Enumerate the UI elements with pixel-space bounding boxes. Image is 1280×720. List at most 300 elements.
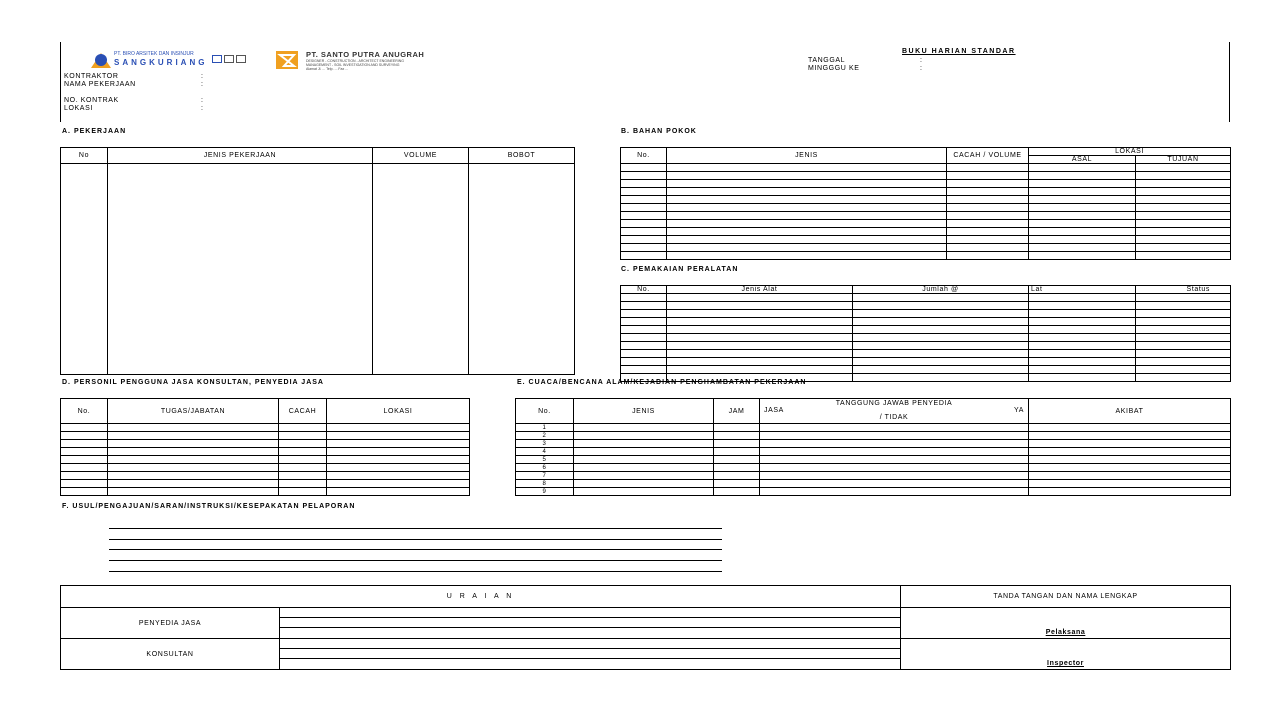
cell[interactable]: [61, 424, 108, 432]
cell[interactable]: [621, 196, 667, 204]
cell[interactable]: [1029, 334, 1136, 342]
col-jumlah: Jumlah @: [853, 286, 1029, 294]
row-number: 5: [516, 456, 574, 464]
cell[interactable]: [1029, 196, 1136, 204]
cell[interactable]: [1136, 366, 1231, 374]
cell[interactable]: [61, 472, 108, 480]
table-row: [61, 480, 470, 488]
cell[interactable]: [1029, 366, 1136, 374]
cell[interactable]: [327, 480, 470, 488]
uraian-line[interactable]: [280, 628, 901, 639]
table-row: [516, 464, 1231, 472]
col-jam: JAM: [714, 399, 760, 424]
cell[interactable]: [61, 440, 108, 448]
field-sep: :: [201, 81, 204, 88]
col-jenis-alat: Jenis Alat: [667, 286, 853, 294]
cell[interactable]: [667, 204, 947, 212]
cell[interactable]: [621, 326, 667, 334]
cell[interactable]: [1136, 196, 1231, 204]
konsultan-label: KONSULTAN: [61, 639, 280, 670]
cell[interactable]: [621, 318, 667, 326]
row-number: 1: [516, 424, 574, 432]
cell[interactable]: [760, 488, 1029, 496]
cell[interactable]: [1136, 374, 1231, 382]
cell[interactable]: [1136, 180, 1231, 188]
table-row: [621, 310, 1231, 318]
cell[interactable]: [327, 424, 470, 432]
cell[interactable]: [667, 236, 947, 244]
page-title: BUKU HARIAN STANDAR: [902, 48, 1016, 55]
col-lat: Lat: [1029, 286, 1136, 294]
col-tugas-jabatan: TUGAS/JABATAN: [108, 399, 279, 424]
field-tanggal-label: TANGGAL: [808, 57, 846, 64]
logo2-line4: Alamat Jl. ... Telp. ... Fax ...: [306, 67, 349, 71]
table-row: [621, 188, 1231, 196]
cell[interactable]: [1029, 350, 1136, 358]
uraian-line[interactable]: [280, 659, 901, 670]
cell[interactable]: [853, 366, 1029, 374]
table-row: [61, 456, 470, 464]
table-row: [621, 342, 1231, 350]
cell[interactable]: [621, 172, 667, 180]
cell[interactable]: [574, 424, 714, 432]
table-row: [621, 172, 1231, 180]
table-row: [621, 236, 1231, 244]
cell[interactable]: [1029, 342, 1136, 350]
cell[interactable]: [1029, 358, 1136, 366]
cell[interactable]: [574, 456, 714, 464]
field-sep: :: [201, 97, 204, 104]
cell[interactable]: [621, 294, 667, 302]
cell[interactable]: [853, 294, 1029, 302]
logo2-line3: MANAGEMENT - SOIL INVESTIGATION AND SURVEYING: [306, 63, 400, 67]
cell[interactable]: [1136, 350, 1231, 358]
cell[interactable]: [621, 164, 667, 172]
cell[interactable]: [1029, 252, 1136, 260]
cell[interactable]: [1029, 204, 1136, 212]
cell[interactable]: [714, 464, 760, 472]
cell[interactable]: [1029, 188, 1136, 196]
cell[interactable]: [760, 456, 1029, 464]
cell[interactable]: [1029, 448, 1231, 456]
cell[interactable]: [574, 464, 714, 472]
cell[interactable]: [714, 440, 760, 448]
cell[interactable]: [621, 212, 667, 220]
cell[interactable]: [947, 204, 1029, 212]
uraian-line[interactable]: [280, 639, 901, 649]
cell[interactable]: [947, 180, 1029, 188]
cell[interactable]: [853, 358, 1029, 366]
cell[interactable]: [1029, 302, 1136, 310]
field-kontraktor-label: KONTRAKTOR: [64, 73, 119, 80]
cell[interactable]: [108, 164, 373, 375]
cell[interactable]: [279, 488, 327, 496]
cell[interactable]: [574, 480, 714, 488]
cell[interactable]: [714, 424, 760, 432]
cell[interactable]: [1029, 164, 1136, 172]
table-row: [621, 294, 1231, 302]
cell[interactable]: [714, 472, 760, 480]
col-no: No.: [61, 399, 108, 424]
iso-badge-icon: [212, 55, 222, 63]
cell[interactable]: [947, 244, 1029, 252]
table-row: [61, 488, 470, 496]
section-c-title: C. PEMAKAIAN PERALATAN: [621, 266, 739, 273]
cell[interactable]: [760, 440, 1029, 448]
header-right-border: [1229, 42, 1230, 122]
cell[interactable]: [667, 342, 853, 350]
cell[interactable]: [108, 424, 279, 432]
table-row: [621, 358, 1231, 366]
table-row: [516, 448, 1231, 456]
cell[interactable]: [947, 252, 1029, 260]
table-cuaca: [515, 398, 1231, 496]
cell[interactable]: [853, 302, 1029, 310]
cell[interactable]: [853, 318, 1029, 326]
cell[interactable]: [621, 252, 667, 260]
col-cacah: CACAH: [279, 399, 327, 424]
cell[interactable]: [621, 188, 667, 196]
section-e-title: E. CUACA/BENCANA ALAM/KEJADIAN PENGHAMBATAN PEKERJAAN: [517, 379, 807, 386]
cell[interactable]: [327, 488, 470, 496]
cell[interactable]: [947, 236, 1029, 244]
cell[interactable]: [947, 196, 1029, 204]
cell[interactable]: [108, 456, 279, 464]
table-personil: [60, 398, 470, 496]
check-badge-icon: [236, 55, 246, 63]
table-row: [621, 350, 1231, 358]
cell[interactable]: [947, 172, 1029, 180]
table-row: [621, 366, 1231, 374]
cell[interactable]: [1136, 302, 1231, 310]
uraian-line[interactable]: [280, 618, 901, 628]
cell[interactable]: [1029, 456, 1231, 464]
cell[interactable]: [853, 310, 1029, 318]
cell[interactable]: [61, 488, 108, 496]
cell[interactable]: [947, 164, 1029, 172]
cell[interactable]: [621, 366, 667, 374]
cell[interactable]: [667, 310, 853, 318]
cell[interactable]: [279, 464, 327, 472]
cell[interactable]: [1029, 326, 1136, 334]
cell[interactable]: [1029, 228, 1136, 236]
col-uraian: U R A I A N: [61, 586, 901, 608]
cell[interactable]: [1029, 432, 1231, 440]
cell[interactable]: [327, 432, 470, 440]
cell[interactable]: [667, 180, 947, 188]
row-number: 8: [516, 480, 574, 488]
cell[interactable]: [667, 318, 853, 326]
col-jenis-pekerjaan: JENIS PEKERJAAN: [108, 148, 373, 164]
section-f-title: F. USUL/PENGAJUAN/SARAN/INSTRUKSI/KESEPAKATAN PELAPORAN: [62, 503, 356, 510]
table-row: [621, 334, 1231, 342]
cell[interactable]: [667, 244, 947, 252]
cell[interactable]: [714, 448, 760, 456]
cell[interactable]: [947, 220, 1029, 228]
col-jenis: JENIS: [667, 148, 947, 164]
cell[interactable]: [621, 350, 667, 358]
cell[interactable]: [1136, 342, 1231, 350]
col-lokasi: LOKASI: [1029, 148, 1231, 156]
writing-line[interactable]: [109, 560, 722, 561]
cell[interactable]: [574, 440, 714, 448]
cell[interactable]: [667, 326, 853, 334]
cell[interactable]: [667, 334, 853, 342]
cell[interactable]: [279, 456, 327, 464]
table-row: [621, 212, 1231, 220]
field-sep: :: [201, 105, 204, 112]
cell[interactable]: [760, 472, 1029, 480]
cell[interactable]: [667, 220, 947, 228]
cell[interactable]: [1029, 480, 1231, 488]
field-lokasi-label: LOKASI: [64, 105, 93, 112]
cell[interactable]: [621, 220, 667, 228]
cell[interactable]: [667, 350, 853, 358]
cell[interactable]: [574, 432, 714, 440]
table-row: [621, 196, 1231, 204]
cell[interactable]: [1136, 212, 1231, 220]
cell[interactable]: [1136, 164, 1231, 172]
cell[interactable]: [327, 440, 470, 448]
penyedia-jasa-label: PENYEDIA JASA: [61, 608, 280, 639]
field-sep: :: [920, 57, 923, 64]
logo1-line1: PT. BIRO ARSITEK DAN INSINJUR: [114, 51, 194, 57]
uraian-line[interactable]: [280, 649, 901, 659]
cell[interactable]: [1136, 204, 1231, 212]
row-number: 3: [516, 440, 574, 448]
cell[interactable]: [574, 488, 714, 496]
table-row: [621, 252, 1231, 260]
col-lokasi: LOKASI: [327, 399, 470, 424]
cell[interactable]: [327, 464, 470, 472]
pelaksana-signature[interactable]: Pelaksana: [901, 608, 1231, 639]
cell[interactable]: [621, 334, 667, 342]
field-sep: :: [920, 65, 923, 72]
cell[interactable]: [667, 212, 947, 220]
cell[interactable]: [1029, 220, 1136, 228]
cell[interactable]: [621, 358, 667, 366]
col-no: No.: [621, 148, 667, 164]
cell[interactable]: [1029, 310, 1136, 318]
table-row: [621, 318, 1231, 326]
cell[interactable]: [1136, 310, 1231, 318]
cell[interactable]: [61, 456, 108, 464]
cell[interactable]: [327, 472, 470, 480]
cell[interactable]: [714, 432, 760, 440]
table-pekerjaan: [60, 147, 575, 375]
cell[interactable]: [853, 334, 1029, 342]
cell[interactable]: [667, 294, 853, 302]
uraian-line[interactable]: [280, 608, 901, 618]
cell[interactable]: [108, 464, 279, 472]
cert-badge-icon: [224, 55, 234, 63]
col-cacah-volume: CACAH / VOLUME: [947, 148, 1029, 164]
cell[interactable]: [853, 326, 1029, 334]
field-minggu-ke-label: MINGGGU KE: [808, 65, 860, 72]
logo-santo-putra: [276, 50, 446, 70]
cell[interactable]: [108, 488, 279, 496]
cell[interactable]: [760, 480, 1029, 488]
cell[interactable]: [760, 448, 1029, 456]
field-nama-pekerjaan-label: NAMA PEKERJAAN: [64, 81, 136, 88]
cell[interactable]: [469, 164, 575, 375]
row-number: 9: [516, 488, 574, 496]
jasa-label: JASA: [764, 407, 784, 414]
ya-label: YA: [1013, 407, 1024, 414]
col-volume: VOLUME: [373, 148, 469, 164]
cell[interactable]: [853, 374, 1029, 382]
cell[interactable]: [279, 440, 327, 448]
col-status: Status: [1136, 286, 1231, 294]
cell[interactable]: [621, 228, 667, 236]
table-row: [61, 440, 470, 448]
table-row: [516, 480, 1231, 488]
table-row: [516, 456, 1231, 464]
cell[interactable]: [667, 196, 947, 204]
cell[interactable]: [327, 448, 470, 456]
header-left-border: [60, 42, 61, 122]
cell[interactable]: [667, 252, 947, 260]
table-row: [621, 164, 1231, 172]
section-d-title: D. PERSONIL PENGGUNA JASA KONSULTAN, PENYEDIA JASA: [62, 379, 324, 386]
cell[interactable]: [373, 164, 469, 375]
cell[interactable]: [1029, 464, 1231, 472]
cell[interactable]: [621, 302, 667, 310]
cell[interactable]: [108, 448, 279, 456]
cell[interactable]: [947, 228, 1029, 236]
cell[interactable]: [621, 244, 667, 252]
cell[interactable]: [1029, 472, 1231, 480]
cell[interactable]: [279, 424, 327, 432]
cell[interactable]: [108, 440, 279, 448]
cell[interactable]: [621, 236, 667, 244]
cell[interactable]: [1029, 244, 1136, 252]
row-number: 4: [516, 448, 574, 456]
cell[interactable]: [1029, 488, 1231, 496]
table-row: [621, 302, 1231, 310]
table-row: [516, 488, 1231, 496]
cell[interactable]: [279, 448, 327, 456]
cell[interactable]: [108, 432, 279, 440]
cell[interactable]: [1136, 318, 1231, 326]
cell[interactable]: [1136, 334, 1231, 342]
cell[interactable]: [1136, 252, 1231, 260]
cell[interactable]: [947, 188, 1029, 196]
row-number: 2: [516, 432, 574, 440]
cell[interactable]: [1029, 236, 1136, 244]
cell[interactable]: [61, 464, 108, 472]
cell[interactable]: [108, 480, 279, 488]
logo1-line2: SANGKURIANG: [114, 58, 208, 67]
col-tanda-tangan: TANDA TANGAN DAN NAMA LENGKAP: [901, 586, 1231, 608]
cell[interactable]: [667, 164, 947, 172]
table-row: [61, 448, 470, 456]
cell[interactable]: [1136, 326, 1231, 334]
cell[interactable]: [947, 212, 1029, 220]
cell[interactable]: [667, 366, 853, 374]
writing-line[interactable]: [109, 571, 722, 572]
cell[interactable]: [108, 472, 279, 480]
cell[interactable]: [574, 472, 714, 480]
cell[interactable]: [1029, 424, 1231, 432]
cell[interactable]: [327, 456, 470, 464]
cell[interactable]: [1029, 180, 1136, 188]
cell[interactable]: [621, 342, 667, 350]
writing-line[interactable]: [109, 528, 722, 529]
cell[interactable]: [1136, 294, 1231, 302]
logo2-line1: PT. SANTO PUTRA ANUGRAH: [306, 50, 425, 59]
cell[interactable]: [667, 358, 853, 366]
cell[interactable]: [667, 302, 853, 310]
cell[interactable]: [61, 164, 108, 375]
writing-line[interactable]: [109, 539, 722, 540]
field-sep: :: [201, 73, 204, 80]
cell[interactable]: [760, 432, 1029, 440]
cell[interactable]: [714, 456, 760, 464]
sangkuriang-emblem-icon: [90, 51, 112, 69]
cell[interactable]: [667, 228, 947, 236]
cell[interactable]: [1029, 172, 1136, 180]
cell[interactable]: [1029, 294, 1136, 302]
cell[interactable]: [667, 172, 947, 180]
row-number: 6: [516, 464, 574, 472]
cell[interactable]: [279, 480, 327, 488]
col-jenis: JENIS: [574, 399, 714, 424]
cell[interactable]: [621, 180, 667, 188]
cell[interactable]: [1029, 374, 1136, 382]
table-row: [516, 440, 1231, 448]
cell[interactable]: [1136, 228, 1231, 236]
cell[interactable]: [714, 480, 760, 488]
cell[interactable]: [621, 310, 667, 318]
cell[interactable]: [760, 464, 1029, 472]
cell[interactable]: [853, 350, 1029, 358]
inspector-signature[interactable]: Inspector: [901, 639, 1231, 670]
col-no: No.: [621, 286, 667, 294]
cell[interactable]: [1136, 220, 1231, 228]
logo-sangkuriang: [90, 50, 250, 70]
cell[interactable]: [1136, 236, 1231, 244]
cell[interactable]: [1136, 172, 1231, 180]
table-row: [516, 424, 1231, 432]
cell[interactable]: [279, 432, 327, 440]
writing-line[interactable]: [109, 549, 722, 550]
cell[interactable]: [714, 488, 760, 496]
cell[interactable]: [1136, 244, 1231, 252]
cell[interactable]: [1136, 188, 1231, 196]
cell[interactable]: [574, 448, 714, 456]
cell[interactable]: [1136, 358, 1231, 366]
col-tanggung-jawab: [760, 399, 1029, 424]
table-bahan-pokok: [620, 147, 1231, 260]
cell[interactable]: [853, 342, 1029, 350]
cell[interactable]: [61, 432, 108, 440]
cell[interactable]: [279, 472, 327, 480]
col-bobot: BOBOT: [469, 148, 575, 164]
cell[interactable]: [1029, 440, 1231, 448]
cell[interactable]: [1029, 212, 1136, 220]
cell[interactable]: [621, 204, 667, 212]
table-row: [621, 326, 1231, 334]
table-row: [621, 244, 1231, 252]
tanggung-jawab-label: TANGGUNG JAWAB PENYEDIA: [835, 400, 953, 407]
cell[interactable]: [61, 480, 108, 488]
cell[interactable]: [1029, 318, 1136, 326]
col-tujuan: TUJUAN: [1136, 156, 1231, 164]
cell[interactable]: [760, 424, 1029, 432]
cell[interactable]: [61, 448, 108, 456]
cell[interactable]: [667, 188, 947, 196]
